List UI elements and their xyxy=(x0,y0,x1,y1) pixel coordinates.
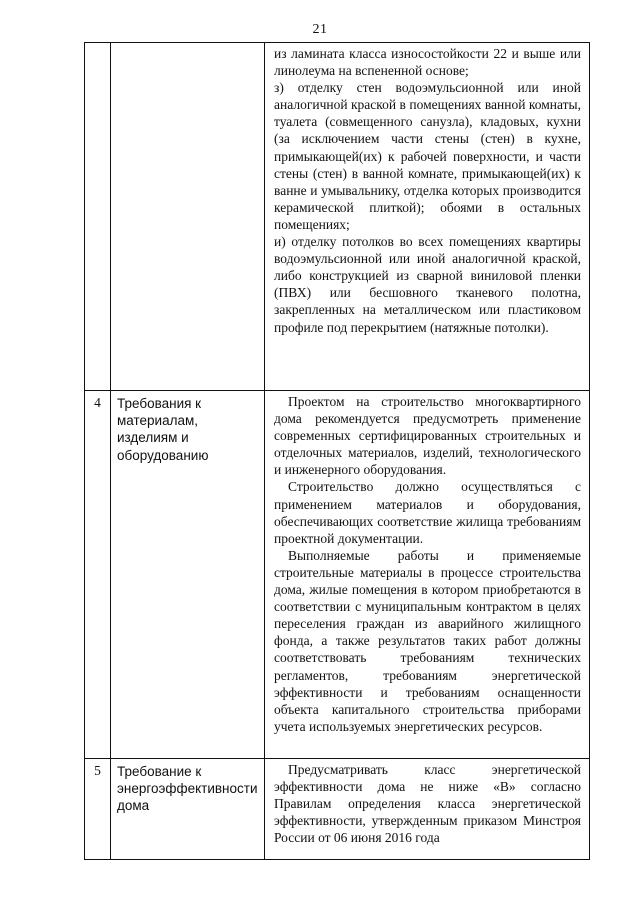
table-row xyxy=(85,43,590,391)
page-number: 21 xyxy=(312,22,328,37)
requirement-name: Требование к энергоэффективности дома xyxy=(111,759,265,860)
requirement-description xyxy=(265,391,590,759)
requirement-name xyxy=(111,43,265,391)
description-paragraph: Проектом на строительство многоквартирного дома рекомендуется предусмотреть применение современных сертифицированных строительных и отделочных материалов, изделий, технологического и инженерного оборудования. xyxy=(274,394,581,478)
row-number xyxy=(85,43,111,391)
row-number: 4 xyxy=(85,391,111,759)
description-paragraph: з) отделку стен водоэмульсионной или иной аналогичной краской в помещениях ванной комнаты, туалета (совмещенного санузла), кладовых, кухни (за исключением части стены (стен) в кухне, примыкающей(их) к рабочей поверхности, и части стены (стен) в ванной комнате, примыкающей(их) к ванне и умывальнику, отделка которых производится керамической плиткой); обоями в остальных помещениях; xyxy=(274,80,581,232)
description-paragraph: и) отделку потолков во всех помещениях квартиры водоэмульсионной или иной аналогичной краской, либо конструкцией из сварной виниловой пленки (ПВХ) или бесшовного тканевого полотна, закрепленных на металлическом или пластиковом профиле под перекрытием (натяжные потолки). xyxy=(274,234,581,335)
requirements-table xyxy=(84,42,590,860)
table-row xyxy=(85,759,590,860)
row-number: 5 xyxy=(85,759,111,860)
requirement-description xyxy=(265,759,590,860)
description-paragraph: из ламината класса износостойкости 22 и выше или линолеума на вспененной основе; xyxy=(274,46,581,79)
requirement-description xyxy=(265,43,590,391)
description-paragraph: Строительство должно осуществляться с применением материалов и оборудования, обеспечивающих соответствие жилища требованиям проектной документации. xyxy=(274,479,581,546)
description-paragraph: Предусматривать класс энергетической эффективности дома не ниже «В» согласно Правилам определения класса энергетической эффективности, утвержденным приказом Минстроя России от 06 июня 2016 года xyxy=(274,762,581,846)
table-row xyxy=(85,391,590,759)
requirement-name: Требования к материалам, изделиям и оборудованию xyxy=(111,391,265,759)
description-paragraph: Выполняемые работы и применяемые строительные материалы в процессе строительства дома, жилые помещения в котором приобретаются в соответствии с муниципальным контрактом в целях переселения граждан из аварийного жилищного фонда, а также результатов таких работ должны соответствовать требованиям технических регламентов, требованиям энергетической эффективности и требованиям оснащенности объекта капитального строительства приборами учета используемых энергетических ресурсов. xyxy=(274,547,581,734)
